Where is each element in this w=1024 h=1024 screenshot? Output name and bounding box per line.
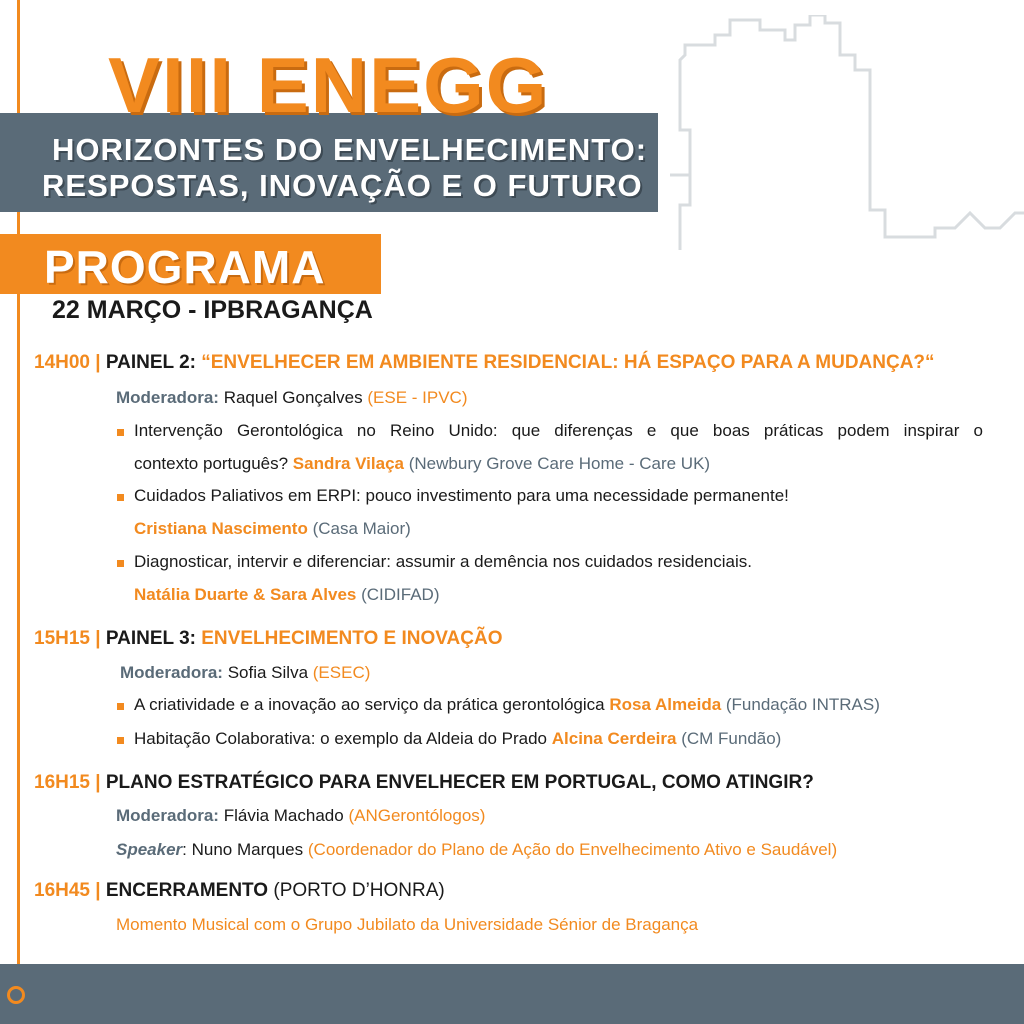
speaker-org: (Coordenador do Plano de Ação do Envelhecimento Ativo e Saudável) bbox=[307, 840, 838, 859]
talk-org: (Newbury Grove Care Home - Care UK) bbox=[408, 454, 711, 473]
session-title: “ENVELHECER EM AMBIENTE RESIDENCIAL: HÁ ESPAÇO PARA A MUDANÇA?“ bbox=[201, 352, 935, 373]
closing-note: Momento Musical com o Grupo Jubilato da Universidade Sénior de Bragança bbox=[116, 915, 699, 934]
map-outline-graphic bbox=[670, 15, 1024, 250]
session-panel: PAINEL 3: bbox=[105, 628, 196, 649]
session-2-heading bbox=[34, 628, 502, 650]
moderator-name: Raquel Gonçalves bbox=[223, 388, 363, 407]
session-1-moderator bbox=[116, 388, 467, 408]
event-title: VIII ENEGG bbox=[108, 41, 549, 129]
speaker-label: Speaker bbox=[116, 840, 183, 859]
session-title: ENCERRAMENTO bbox=[105, 880, 269, 901]
talk-speaker: Alcina Cerdeira bbox=[551, 729, 677, 748]
talk-text: A criatividade e a inovação ao serviço da prática gerontológica bbox=[134, 695, 605, 714]
talk-org: (Casa Maior) bbox=[312, 519, 411, 538]
moderator-label: Moderadora: bbox=[116, 806, 219, 825]
talk-text: Cuidados Paliativos em ERPI: pouco investimento para uma necessidade permanente! bbox=[134, 486, 789, 505]
speaker-name: Nuno Marques bbox=[191, 840, 304, 859]
session-3-speaker: Speaker: Nuno Marques (Coordenador do Plano de Ação do Envelhecimento Ativo e Saudável) bbox=[116, 840, 838, 859]
talk-speaker: Rosa Almeida bbox=[609, 695, 722, 714]
talk-org: (CIDIFAD) bbox=[361, 585, 440, 604]
session-4-heading bbox=[34, 880, 445, 902]
talk-speaker: Natália Duarte & Sara Alves bbox=[134, 585, 357, 604]
session-time: 16H15 | bbox=[34, 772, 101, 793]
moderator-org: (ESE - IPVC) bbox=[367, 388, 468, 407]
timeline-end-circle bbox=[7, 986, 25, 1004]
bullet-icon bbox=[117, 737, 124, 744]
moderator-name: Flávia Machado bbox=[223, 806, 344, 825]
footer-band bbox=[0, 964, 1024, 1024]
talk-item bbox=[134, 454, 710, 474]
talk-text: Diagnosticar, intervir e diferenciar: assumir a demência nos cuidados residenciais. bbox=[134, 552, 752, 571]
moderator-org: (ANGerontólogos) bbox=[348, 806, 486, 825]
talk-item bbox=[134, 519, 411, 539]
talk-item bbox=[134, 695, 880, 715]
bullet-icon bbox=[117, 494, 124, 501]
talk-org: (CM Fundão) bbox=[681, 729, 782, 748]
subtitle-line-1: HORIZONTES DO ENVELHECIMENTO: bbox=[52, 132, 648, 167]
moderator-label: Moderadora: bbox=[116, 388, 219, 407]
bullet-icon bbox=[117, 703, 124, 710]
session-title: PLANO ESTRATÉGICO PARA ENVELHECER EM PORTUGAL, COMO ATINGIR? bbox=[105, 772, 814, 793]
talk-speaker: Cristiana Nascimento bbox=[134, 519, 308, 538]
subtitle-line-2: RESPOSTAS, INOVAÇÃO E O FUTURO bbox=[42, 168, 643, 203]
talk-text: contexto português? bbox=[134, 454, 289, 473]
session-panel: PAINEL 2: bbox=[105, 352, 196, 373]
session-title-suffix: (PORTO D’HONRA) bbox=[273, 880, 445, 901]
talk-org: (Fundação INTRAS) bbox=[725, 695, 880, 714]
bullet-icon bbox=[117, 560, 124, 567]
session-2-moderator bbox=[120, 663, 370, 683]
moderator-label: Moderadora: bbox=[120, 663, 223, 682]
bullet-icon bbox=[117, 429, 124, 436]
moderator-org: (ESEC) bbox=[312, 663, 371, 682]
talk-text: Habitação Colaborativa: o exemplo da Aldeia do Prado bbox=[134, 729, 547, 748]
session-1-heading bbox=[34, 352, 935, 374]
talk-speaker: Sandra Vilaça bbox=[292, 454, 404, 473]
session-time: 14H00 | bbox=[34, 352, 101, 373]
session-time: 15H15 | bbox=[34, 628, 101, 649]
session-time: 16H45 | bbox=[34, 880, 101, 901]
session-3-heading bbox=[34, 772, 814, 794]
programa-band bbox=[0, 234, 381, 294]
date-location: 22 MARÇO - IPBRAGANÇA bbox=[52, 296, 373, 324]
session-3-moderator bbox=[116, 806, 485, 826]
session-title: ENVELHECIMENTO E INOVAÇÃO bbox=[201, 628, 503, 649]
moderator-name: Sofia Silva bbox=[227, 663, 309, 682]
talk-text-line: Intervenção Gerontológica no Reino Unido: que diferenças e que boas práticas podem inspirar o bbox=[134, 421, 983, 440]
talk-item bbox=[134, 585, 440, 605]
programa-heading: PROGRAMA bbox=[44, 241, 326, 293]
talk-item bbox=[134, 729, 781, 749]
